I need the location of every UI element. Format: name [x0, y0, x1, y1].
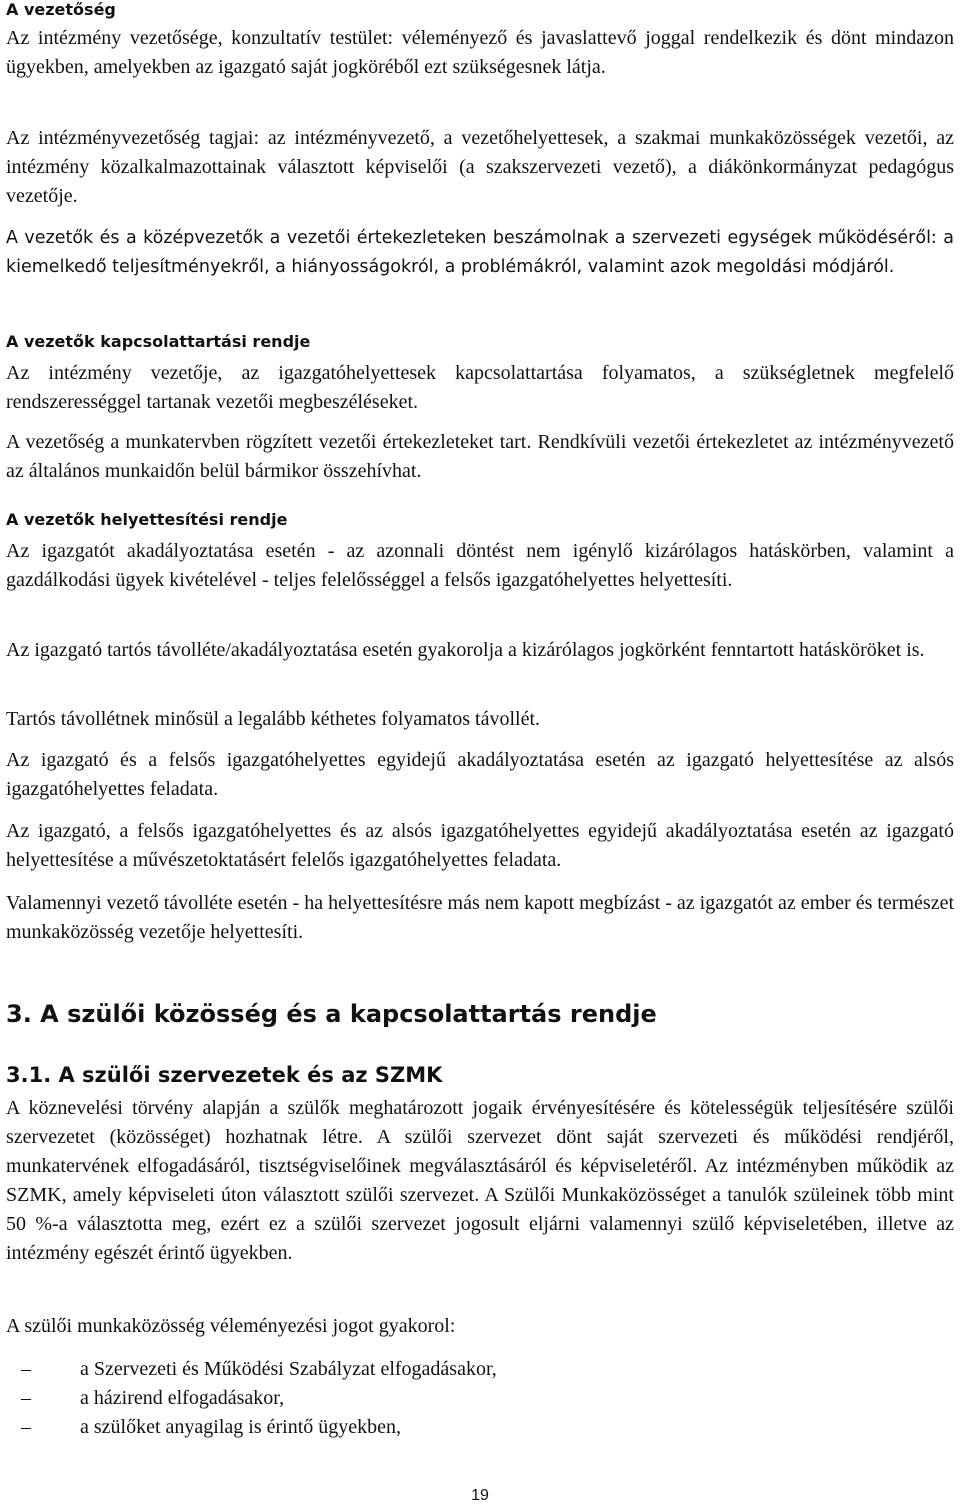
list-item-text: a Szervezeti és Működési Szabályzat elfogadásakor,	[80, 1358, 497, 1380]
page-number: 19	[471, 1487, 489, 1504]
paragraph-9	[6, 746, 954, 804]
paragraph-text: Az igazgató tartós távolléte/akadályoztatása esetén gyakorolja a kizárólagos jogkörként fenntartott hatásköröket is.	[6, 639, 925, 661]
list-item	[6, 1384, 954, 1413]
paragraph-text: Valamennyi vezető távolléte esetén - ha helyettesítésre más nem kapott megbízást - az igazgatót az ember és természet munkaközösség vezetője helyettesíti.	[6, 892, 954, 943]
paragraph-3	[6, 224, 954, 282]
paragraph-5	[6, 428, 954, 486]
paragraph-text: A szülői munkaközösség véleményezési jogot gyakorol:	[6, 1315, 456, 1337]
paragraph-text: Az igazgatót akadályoztatása esetén - az azonnali döntést nem igénylő kizárólagos hatáskörben, valamint a gazdálkodási ügyek kivételével - teljes felelősséggel a felsős igazgatóhelyettes helyettesíti.	[6, 540, 954, 591]
paragraph-4	[6, 359, 954, 417]
dash-bullet: –	[21, 1387, 31, 1409]
section-heading-kapcsolattartas: A vezetők kapcsolattartási rendje	[6, 332, 311, 351]
chapter-heading: 3. A szülői közösség és a kapcsolattartás rendje	[6, 1000, 657, 1028]
paragraph-10	[6, 817, 954, 875]
paragraph-8	[6, 705, 954, 734]
paragraph-11	[6, 889, 954, 947]
dash-bullet: –	[21, 1358, 31, 1380]
paragraph-13	[6, 1312, 954, 1341]
list-item-text: a házirend elfogadásakor,	[80, 1387, 285, 1409]
kapcsolat-section	[6, 332, 954, 352]
paragraph-6	[6, 537, 954, 595]
list-item	[6, 1413, 954, 1442]
paragraph-1	[6, 24, 954, 82]
paragraph-text: A köznevelési törvény alapján a szülők meghatározott jogaik érvényesítésére és kötelességük teljesítésére szülői szervezetet (közösséget) hozhatnak létre. A szülői szervezet dönt saját szervezeti és működési rendjéről, munkatervének elfogadásáról, tisztségviselőinek megválasztásáról és képviseletéről. Az intézményben működik az SZMK, amely képviseleti úton választott szülői szervezet. A Szülői Munkaközösséget a tanulók szüleinek több mint 50 %-a választotta meg, ezért ez a szülői szervezet jogosult eljárni valamennyi szülő képviseletében, illetve az intézmény egészét érintő ügyekben.	[6, 1097, 954, 1264]
paragraph-2	[6, 124, 954, 211]
paragraph-text: A vezetőség a munkatervben rögzített vezetői értekezleteket tart. Rendkívüli vezetői értekezletet az intézményvezető az általános munkaidőn belül bármikor összehívhat.	[6, 431, 954, 482]
paragraph-7	[6, 636, 954, 665]
paragraph-text: A vezetők és a középvezetők a vezetői értekezleteken beszámolnak a szervezeti egységek működéséről: a kiemelkedő teljesítményekről, a hiányosságokról, a problémákról, valamint azok megoldási módjáról.	[6, 228, 954, 277]
paragraph-text: Az igazgató, a felsős igazgatóhelyettes és az alsós igazgatóhelyettes egyidejű akadályoztatása esetén az igazgató helyettesítése a művészetoktatásért felelős igazgatóhelyettes feladata.	[6, 820, 954, 871]
section-heading-vezetoseg: A vezetőség	[6, 0, 116, 19]
chapter-3	[6, 998, 954, 1030]
paragraph-text: Tartós távollétnek minősül a legalább kéthetes folyamatos távollét.	[6, 708, 541, 730]
vezetoseg-section	[6, 0, 954, 20]
paragraph-text: Az intézmény vezetősége, konzultatív testület: véleményező és javaslattevő joggal rendelkezik és dönt mindazon ügyekben, amelyekben az igazgató saját jogköréből ezt szükségesnek látja.	[6, 27, 954, 78]
helyettesites-section	[6, 510, 954, 530]
section-heading-helyettesites: A vezetők helyettesítési rendje	[6, 510, 288, 529]
subsection-heading: 3.1. A szülői szervezetek és az SZMK	[6, 1063, 443, 1087]
list-item-text: a szülőket anyagilag is érintő ügyekben,	[80, 1416, 402, 1438]
paragraph-12	[6, 1094, 954, 1268]
subsection-3-1	[6, 1060, 954, 1090]
dash-bullet: –	[21, 1416, 31, 1438]
dash-list	[6, 1355, 954, 1442]
paragraph-text: Az intézmény vezetője, az igazgatóhelyettesek kapcsolattartása folyamatos, a szükségletnek megfelelő rendszerességgel tartanak vezetői megbeszéléseket.	[6, 362, 954, 413]
paragraph-text: Az intézményvezetőség tagjai: az intézményvezető, a vezetőhelyettesek, a szakmai munkaközösségek vezetői, az intézmény közalkalmazottainak választott képviselői (a szakszervezeti vezető), a diákönkormányzat pedagógus vezetője.	[6, 127, 954, 207]
paragraph-text: Az igazgató és a felsős igazgatóhelyettes egyidejű akadályoztatása esetén az igazgató helyettesítése az alsós igazgatóhelyettes feladata.	[6, 749, 954, 800]
list-item	[6, 1355, 954, 1384]
